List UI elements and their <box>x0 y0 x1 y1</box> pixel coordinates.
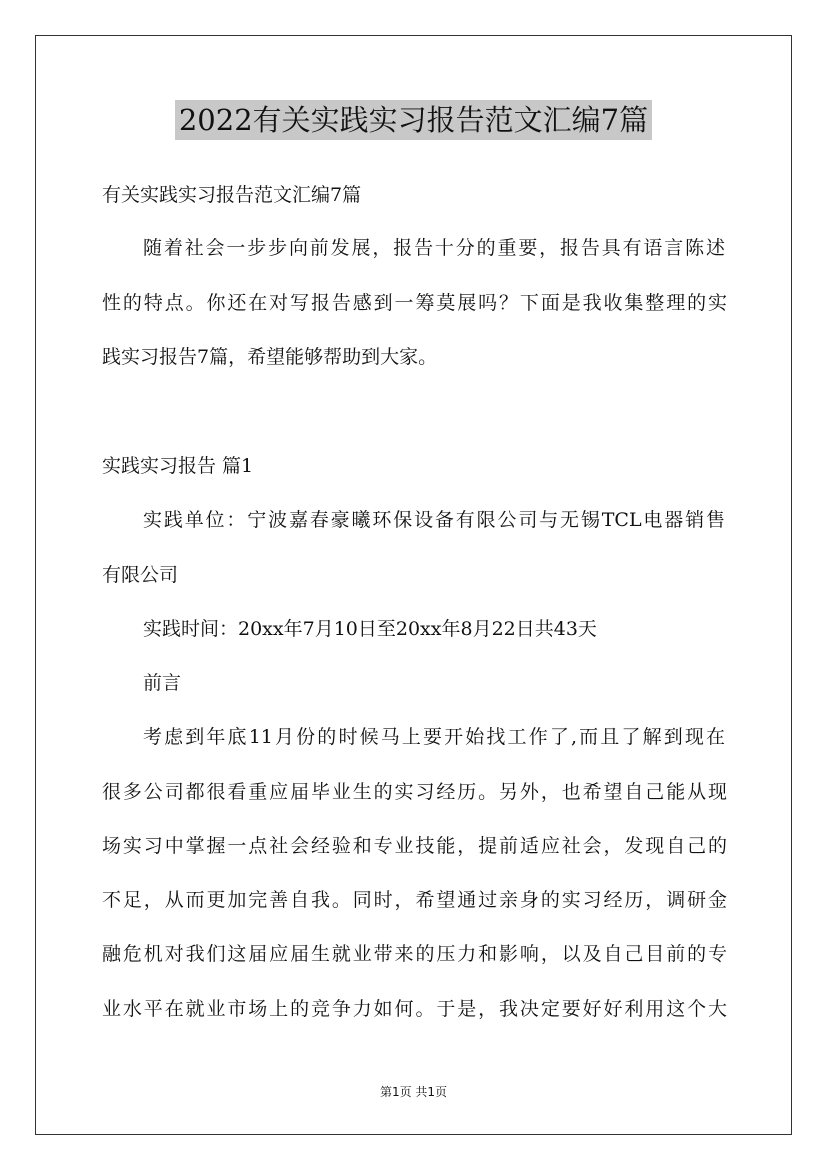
paragraph-line: 很多公司都很看重应届毕业生的实习经历。另外，也希望自己能从现 <box>102 781 727 803</box>
page-number-footer: 第1页 共1页 <box>379 1085 448 1099</box>
paragraph-line: 场实习中掌握一点社会经验和专业技能，提前适应社会，发现自己的 <box>102 835 727 857</box>
paragraph-line: 不足，从而更加完善自我。同时，希望通过亲身的实习经历，调研金 <box>102 889 727 911</box>
paragraph-line: 性的特点。你还在对写报告感到一筹莫展吗？下面是我收集整理的实 <box>102 292 727 314</box>
section-heading: 实践实习报告 篇1 <box>102 455 254 477</box>
paragraph-line: 随着社会一步步向前发展，报告十分的重要，报告具有语言陈述 <box>143 237 725 259</box>
subtitle-line: 有关实践实习报告范文汇编7篇 <box>102 184 362 206</box>
preface-heading: 前言 <box>143 672 182 694</box>
paragraph-line: 考虑到年底11月份的时候马上要开始找工作了,而且了解到现在 <box>143 726 725 748</box>
paragraph-line: 融危机对我们这届应届生就业带来的压力和影响，以及自己目前的专 <box>102 943 727 965</box>
paragraph-line: 实践单位：宁波嘉春豪曦环保设备有限公司与无锡TCL电器销售 <box>143 509 725 531</box>
paragraph-line: 实践时间：20xx年7月10日至20xx年8月22日共43天 <box>143 618 597 640</box>
document-title: 2022有关实践实习报告范文汇编7篇 <box>175 100 652 140</box>
paragraph-line: 业水平在就业市场上的竞争力如何。于是，我决定要好好利用这个大 <box>102 998 727 1020</box>
paragraph-line: 践实习报告7篇，希望能够帮助到大家。 <box>102 346 438 368</box>
title-container <box>0 100 827 140</box>
paragraph-line: 有限公司 <box>102 564 179 586</box>
